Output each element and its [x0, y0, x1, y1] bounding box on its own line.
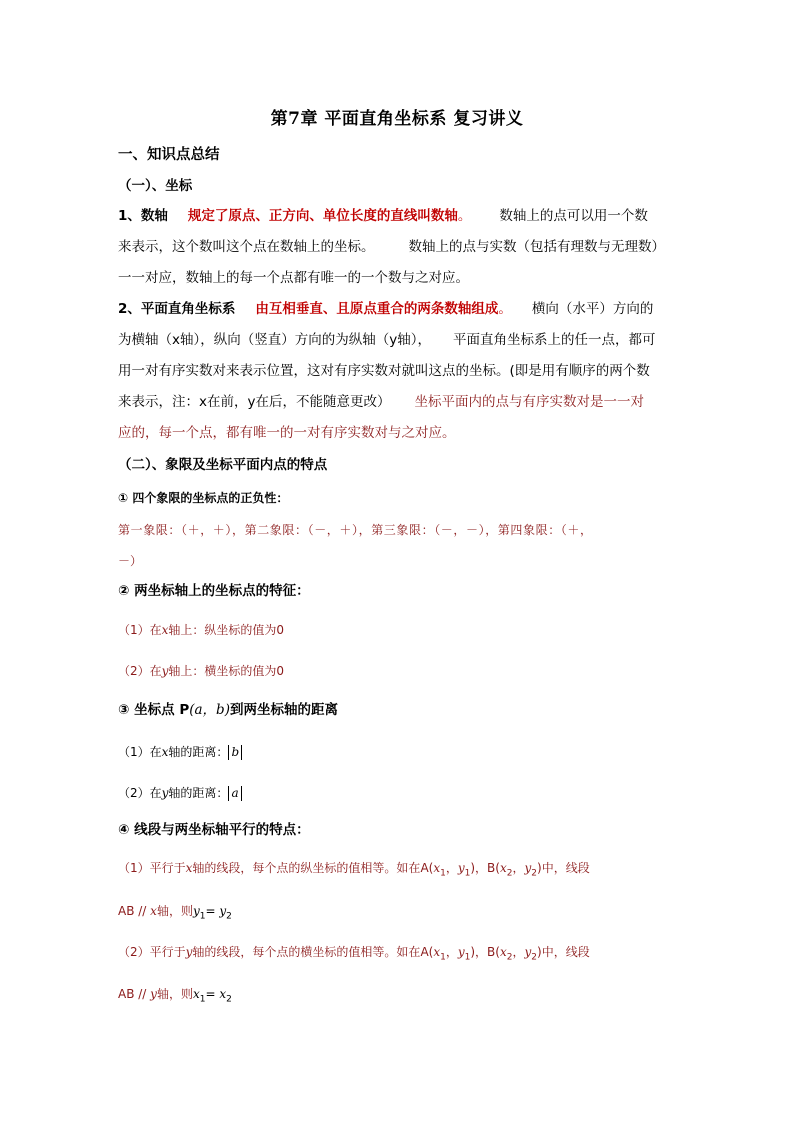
- text-span: 来表示，注：x在前，y在后，不能随意更改）: [118, 394, 391, 410]
- point-coordinates: (a，b): [189, 702, 230, 718]
- text-span: 平面直角坐标系上的任一点，都可: [452, 332, 656, 348]
- text-span: 轴，则: [156, 904, 193, 918]
- distance-heading: [118, 701, 338, 719]
- parallel-x-line1: （1）平行于x轴的线段，每个点的纵坐标的值相等。如在$A(x_1$，$y_1$)，$B(x_2$，$y_2$)中，线段: [118, 861, 590, 879]
- text-span: 轴上：纵坐标的值为0: [168, 623, 285, 637]
- text-span: 到两坐标轴的距离: [229, 702, 338, 718]
- quadrant-signs-line2: －）: [118, 554, 143, 568]
- y-axis-point-rule: [118, 662, 284, 680]
- page-title: 第7章 平面直角坐标系 复习讲义: [270, 109, 524, 129]
- math-var: x: [150, 904, 157, 918]
- text-span: 轴的线段，每个点的纵坐标的值相等。如在: [192, 861, 421, 875]
- coordinate-system-paragraph-line5: 应的，每一个点，都有唯一的一对有序实数对与之对应。: [118, 425, 456, 441]
- math-var: y: [185, 945, 193, 959]
- text-span: （1）在: [118, 623, 162, 637]
- text-span: （1）在: [118, 745, 162, 759]
- coordinate-system-paragraph-line3: 用一对有序实数对来表示位置，这对有序实数对就叫这点的坐标。(即是用有顺序的两个数: [118, 363, 650, 379]
- definition-end: 。: [457, 208, 472, 224]
- text-span: （2）在: [118, 664, 162, 678]
- parallel-y-line2: AB // y轴，则$x_1= x_2$: [118, 987, 232, 1005]
- x-axis-point-rule: [118, 621, 284, 639]
- axis-points-heading: ② 两坐标轴上的坐标点的特征：: [118, 583, 310, 599]
- parallel-y-line1: （2）平行于y轴的线段，每个点的横坐标的值相等。如在$A(x_1$，$y_1$)，$B(x_2$，$y_2$)中，线段: [118, 945, 590, 963]
- text-span: AB //: [118, 904, 151, 918]
- coordinate-system-paragraph-line4: [118, 393, 644, 411]
- text-span: 轴的距离：: [168, 786, 229, 800]
- highlight-text: 坐标平面内的点与有序实数对是一一对: [414, 394, 644, 410]
- text-span: （1）平行于: [118, 861, 186, 875]
- text-span: 数轴上的点与实数（包括有理数与无理数）: [408, 239, 665, 255]
- text-span: 轴的距离：: [168, 745, 229, 759]
- text-span: 来表示，这个数叫这个点在数轴上的坐标。: [118, 239, 375, 255]
- coordinate-system-paragraph-line1: [118, 300, 653, 318]
- text-span: AB //: [118, 987, 151, 1001]
- text-span: 轴上：横坐标的值为0: [168, 664, 285, 678]
- coordinate-system-label: 2、平面直角坐标系: [118, 301, 236, 317]
- absolute-value-b: b: [228, 745, 242, 760]
- coordinate-system-definition: 由互相垂直、且原点重合的两条数轴组成: [255, 301, 499, 317]
- math-var: x: [161, 745, 169, 759]
- math-var: y: [150, 987, 157, 1001]
- text-span: 横向（水平）方向的: [531, 301, 654, 317]
- number-line-definition: 规定了原点、正方向、单位长度的直线叫数轴: [187, 208, 458, 224]
- number-line-paragraph-line3: 一一对应，数轴上的每一个点都有唯一的一个数与之对应。: [118, 270, 469, 286]
- math-var: y: [161, 664, 169, 678]
- parallel-x-line2: AB // x轴，则$y_1= y_2$: [118, 904, 232, 922]
- subsection-heading: （一）、坐标: [118, 178, 193, 194]
- distance-to-x-axis: [118, 743, 242, 761]
- subsection-heading: （二）、象限及坐标平面内点的特点: [118, 457, 328, 473]
- quadrant-heading: ① 四个象限的坐标点的正负性：: [118, 491, 289, 505]
- text-span: 数轴上的点可以用一个数: [499, 208, 648, 224]
- text-span: 中，线段: [541, 945, 590, 959]
- math-var: x: [185, 861, 193, 875]
- text-span: 中，线段: [541, 861, 590, 875]
- absolute-value-a: a: [228, 786, 241, 801]
- number-line-label: 1、数轴: [118, 208, 168, 224]
- math-var: x: [161, 623, 169, 637]
- parallel-heading: ④ 线段与两坐标轴平行的特点：: [118, 822, 310, 838]
- number-line-paragraph-line2: [118, 238, 665, 256]
- distance-to-y-axis: [118, 784, 242, 802]
- text-span: （2）平行于: [118, 945, 186, 959]
- text-span: （2）在: [118, 786, 162, 800]
- text-span: 轴，则: [156, 987, 193, 1001]
- section-heading: 一、知识点总结: [118, 147, 220, 163]
- definition-end: 。: [498, 301, 512, 317]
- text-span: 为横轴（x轴），纵向（竖直）方向的为纵轴（y轴），: [118, 332, 431, 348]
- text-span: 轴的线段，每个点的横坐标的值相等。如在: [192, 945, 421, 959]
- coordinate-system-paragraph-line2: [118, 331, 655, 349]
- math-var: y: [161, 786, 169, 800]
- text-span: ③ 坐标点 P: [118, 702, 190, 718]
- quadrant-signs-line1: 第一象限：（＋，＋），第二象限：（－，＋），第三象限：（－，－），第四象限：（＋，: [118, 523, 593, 537]
- number-line-paragraph-line1: [118, 207, 648, 225]
